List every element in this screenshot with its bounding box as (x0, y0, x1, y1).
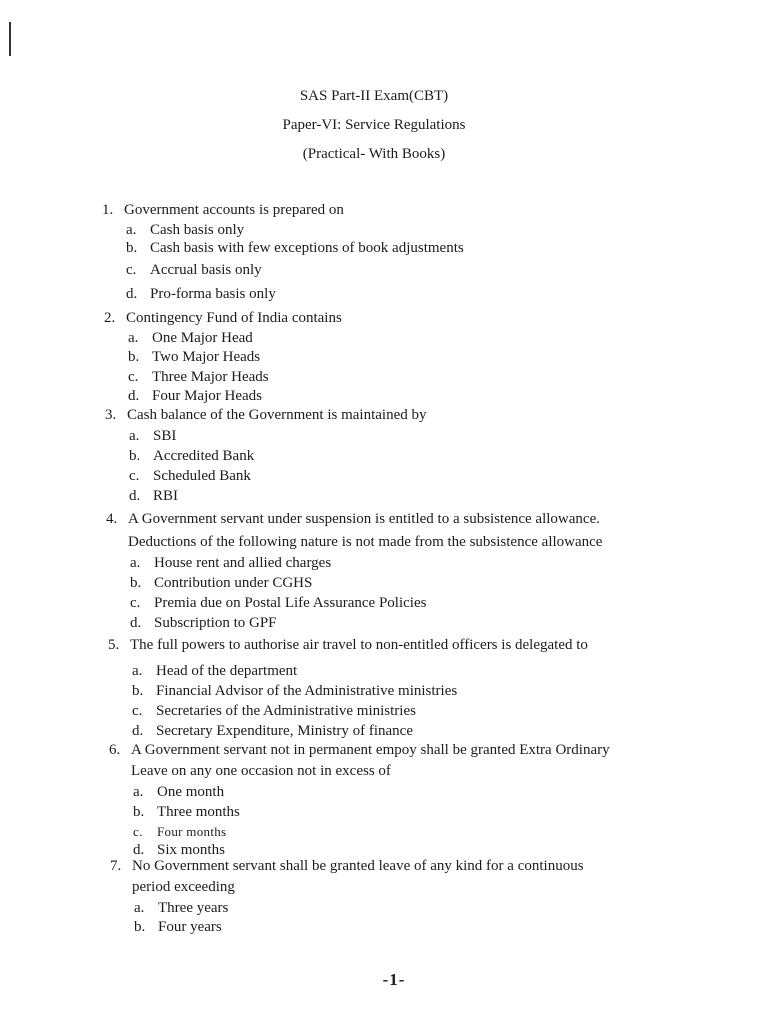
option-text: Accredited Bank (153, 448, 255, 464)
option-text: Premia due on Postal Life Assurance Policies (154, 595, 427, 611)
option-letter: d. (128, 388, 140, 404)
option-letter: a. (128, 330, 139, 346)
option-letter: d. (132, 723, 144, 739)
option-text: Four Major Heads (152, 388, 262, 404)
option-text: Pro-forma basis only (150, 286, 276, 302)
question-number: 1. (102, 202, 114, 218)
option-text: RBI (153, 488, 179, 504)
option-text: SBI (153, 428, 177, 444)
option-text: Four months (157, 824, 227, 839)
option-letter: c. (133, 824, 143, 839)
option-text: Financial Advisor of the Administrative ministries (156, 683, 458, 699)
option-letter: d. (133, 842, 145, 858)
question-text-continued: period exceeding (132, 879, 235, 895)
option-letter: b. (126, 240, 138, 256)
option-text: Accrual basis only (150, 262, 262, 278)
option-text: One month (157, 784, 225, 800)
paper-subtitle: (Practical- With Books) (302, 146, 446, 162)
option-letter: b. (132, 683, 144, 699)
question-text: No Government servant shall be granted leave of any kind for a continuous (132, 858, 584, 874)
option-letter: a. (126, 222, 137, 238)
question-text: A Government servant not in permanent empoy shall be granted Extra Ordinary (131, 742, 610, 758)
option-letter: c. (132, 703, 143, 719)
option-text: Secretaries of the Administrative ministries (156, 703, 416, 719)
question-text-continued: Leave on any one occasion not in excess of (131, 763, 391, 779)
paper-title: Paper-VI: Service Regulations (282, 117, 466, 133)
option-letter: d. (126, 286, 138, 302)
question-number: 2. (104, 310, 116, 326)
option-text: Head of the department (156, 663, 298, 679)
option-text: One Major Head (152, 330, 253, 346)
option-text: Three years (158, 900, 229, 916)
option-text: Three months (157, 804, 240, 820)
option-text: Four years (158, 919, 222, 935)
option-letter: c. (130, 595, 141, 611)
question-text: Contingency Fund of India contains (126, 310, 342, 326)
option-text: Subscription to GPF (154, 615, 277, 631)
option-letter: c. (128, 369, 139, 385)
question-number: 4. (106, 511, 118, 527)
question-number: 3. (105, 407, 117, 423)
question-text: A Government servant under suspension is entitled to a subsistence allowance. (128, 511, 600, 527)
option-letter: a. (134, 900, 145, 916)
option-text: House rent and allied charges (154, 555, 332, 571)
option-text: Six months (157, 842, 225, 858)
option-text: Three Major Heads (152, 369, 269, 385)
question-number: 7. (110, 858, 122, 874)
option-letter: b. (129, 448, 141, 464)
option-letter: a. (132, 663, 143, 679)
option-text: Contribution under CGHS (154, 575, 313, 591)
question-number: 5. (108, 637, 120, 653)
option-text: Cash basis only (150, 222, 245, 238)
option-letter: b. (134, 919, 146, 935)
option-letter: a. (133, 784, 144, 800)
option-letter: c. (129, 468, 140, 484)
question-text: Government accounts is prepared on (124, 202, 344, 218)
option-letter: b. (130, 575, 142, 591)
option-letter: a. (130, 555, 141, 571)
question-text-continued: Deductions of the following nature is not made from the subsistence allowance (128, 534, 603, 550)
option-letter: b. (133, 804, 145, 820)
question-text: The full powers to authorise air travel to non-entitled officers is delegated to (130, 637, 588, 653)
scan-mark (9, 22, 11, 56)
option-text: Two Major Heads (152, 349, 261, 365)
option-text: Secretary Expenditure, Ministry of finance (156, 723, 413, 739)
option-letter: d. (129, 488, 141, 504)
option-letter: a. (129, 428, 140, 444)
option-text: Cash basis with few exceptions of book adjustments (150, 240, 464, 256)
question-text: Cash balance of the Government is maintained by (127, 407, 427, 423)
option-letter: d. (130, 615, 142, 631)
page-number: -1- (382, 970, 406, 989)
option-text: Scheduled Bank (153, 468, 251, 484)
option-letter: b. (128, 349, 140, 365)
option-letter: c. (126, 262, 137, 278)
question-number: 6. (109, 742, 121, 758)
exam-title: SAS Part-II Exam(CBT) (299, 88, 449, 104)
